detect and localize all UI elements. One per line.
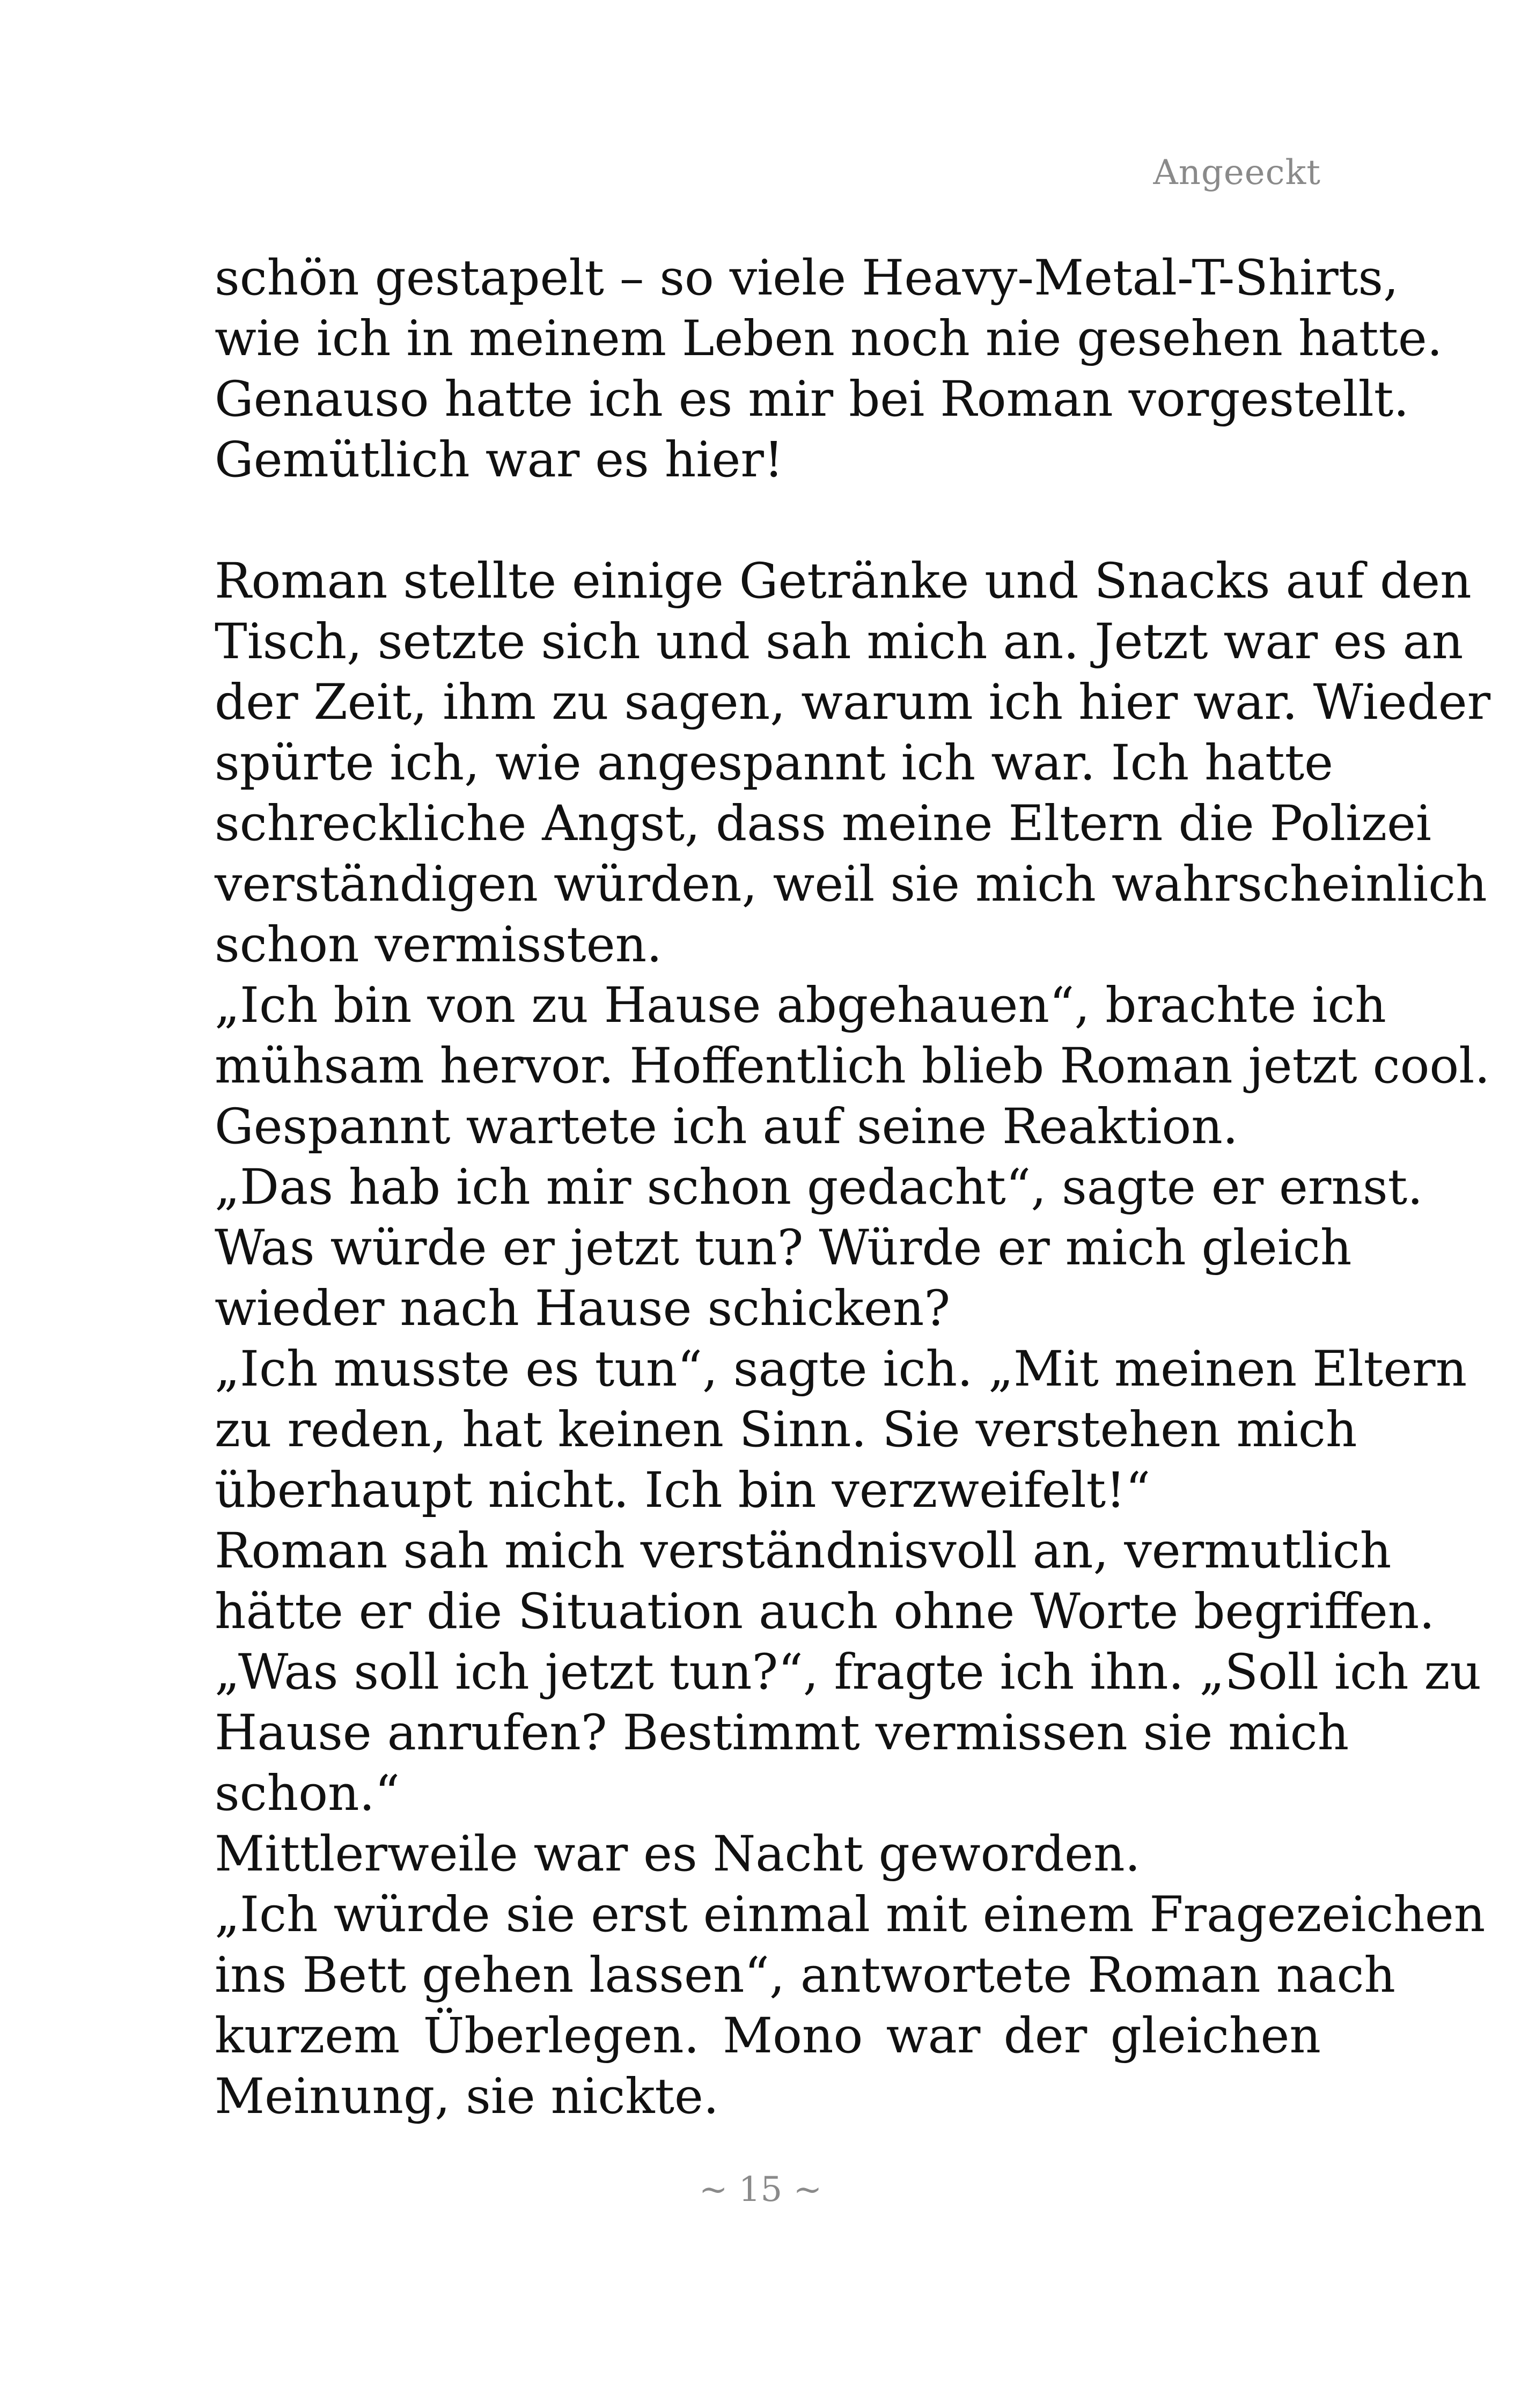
text-line: „Ich musste es tun“, sagte ich. „Mit meinen Eltern bbox=[215, 1341, 1467, 1397]
text-line: hätte er die Situation auch ohne Worte begriffen. bbox=[215, 1584, 1435, 1640]
text-line: schon.“ bbox=[215, 1765, 400, 1822]
running-title: Angeeckt bbox=[1153, 153, 1321, 193]
text-line: schreckliche Angst, dass meine Eltern die Polizei bbox=[215, 796, 1432, 852]
text-line: Gespannt wartete ich auf seine Reaktion. bbox=[215, 1099, 1238, 1155]
paragraph-gap bbox=[215, 490, 1321, 551]
text-line: Genauso hatte ich es mir bei Roman vorgestellt. bbox=[215, 371, 1409, 428]
text-line: Roman stellte einige Getränke und Snacks auf den bbox=[215, 553, 1472, 609]
text-line: Mittlerweile war es Nacht geworden. bbox=[215, 1826, 1141, 1882]
text-line: „Das hab ich mir schon gedacht“, sagte er ernst. bbox=[215, 1159, 1423, 1216]
text-line: Meinung, sie nickte. bbox=[215, 2068, 719, 2125]
text-line: der Zeit, ihm zu sagen, warum ich hier war. Wieder bbox=[215, 674, 1491, 731]
text-line: wieder nach Hause schicken? bbox=[215, 1280, 951, 1337]
body-text bbox=[215, 248, 1491, 2127]
text-line: zu reden, hat keinen Sinn. Sie verstehen mich bbox=[215, 1402, 1357, 1458]
text-line: „Ich bin von zu Hause abgehauen“, brachte ich bbox=[215, 977, 1386, 1034]
text-line: wie ich in meinem Leben noch nie gesehen hatte. bbox=[215, 311, 1443, 367]
text-line: Was würde er jetzt tun? Würde er mich gleich bbox=[215, 1220, 1352, 1276]
text-line: verständigen würden, weil sie mich wahrscheinlich bbox=[215, 856, 1487, 912]
text-line: Roman sah mich verständnisvoll an, vermutlich bbox=[215, 1523, 1392, 1579]
text-line: mühsam hervor. Hoffentlich blieb Roman jetzt cool. bbox=[215, 1038, 1490, 1094]
text-line: „Was soll ich jetzt tun?“, fragte ich ihn. „Soll ich zu bbox=[215, 1644, 1482, 1700]
text-line: Hause anrufen? Bestimmt vermissen sie mich bbox=[215, 1705, 1349, 1761]
text-line: schon vermissten. bbox=[215, 917, 663, 973]
text-line: kurzem Überlegen. Mono war der gleichen bbox=[215, 2008, 1321, 2064]
text-line: ins Bett gehen lassen“, antwortete Roman nach bbox=[215, 1947, 1396, 2004]
page-number: ~ 15 ~ bbox=[699, 2170, 822, 2210]
text-line: Gemütlich war es hier! bbox=[215, 432, 784, 488]
text-line: „Ich würde sie erst einmal mit einem Fragezeichen bbox=[215, 1887, 1486, 1943]
text-line: schön gestapelt – so viele Heavy-Metal-T-Shirts, bbox=[215, 250, 1399, 306]
text-line: spürte ich, wie angespannt ich war. Ich hatte bbox=[215, 735, 1334, 791]
text-line: überhaupt nicht. Ich bin verzweifelt!“ bbox=[215, 1462, 1151, 1519]
text-line: Tisch, setzte sich und sah mich an. Jetzt war es an bbox=[215, 614, 1464, 670]
